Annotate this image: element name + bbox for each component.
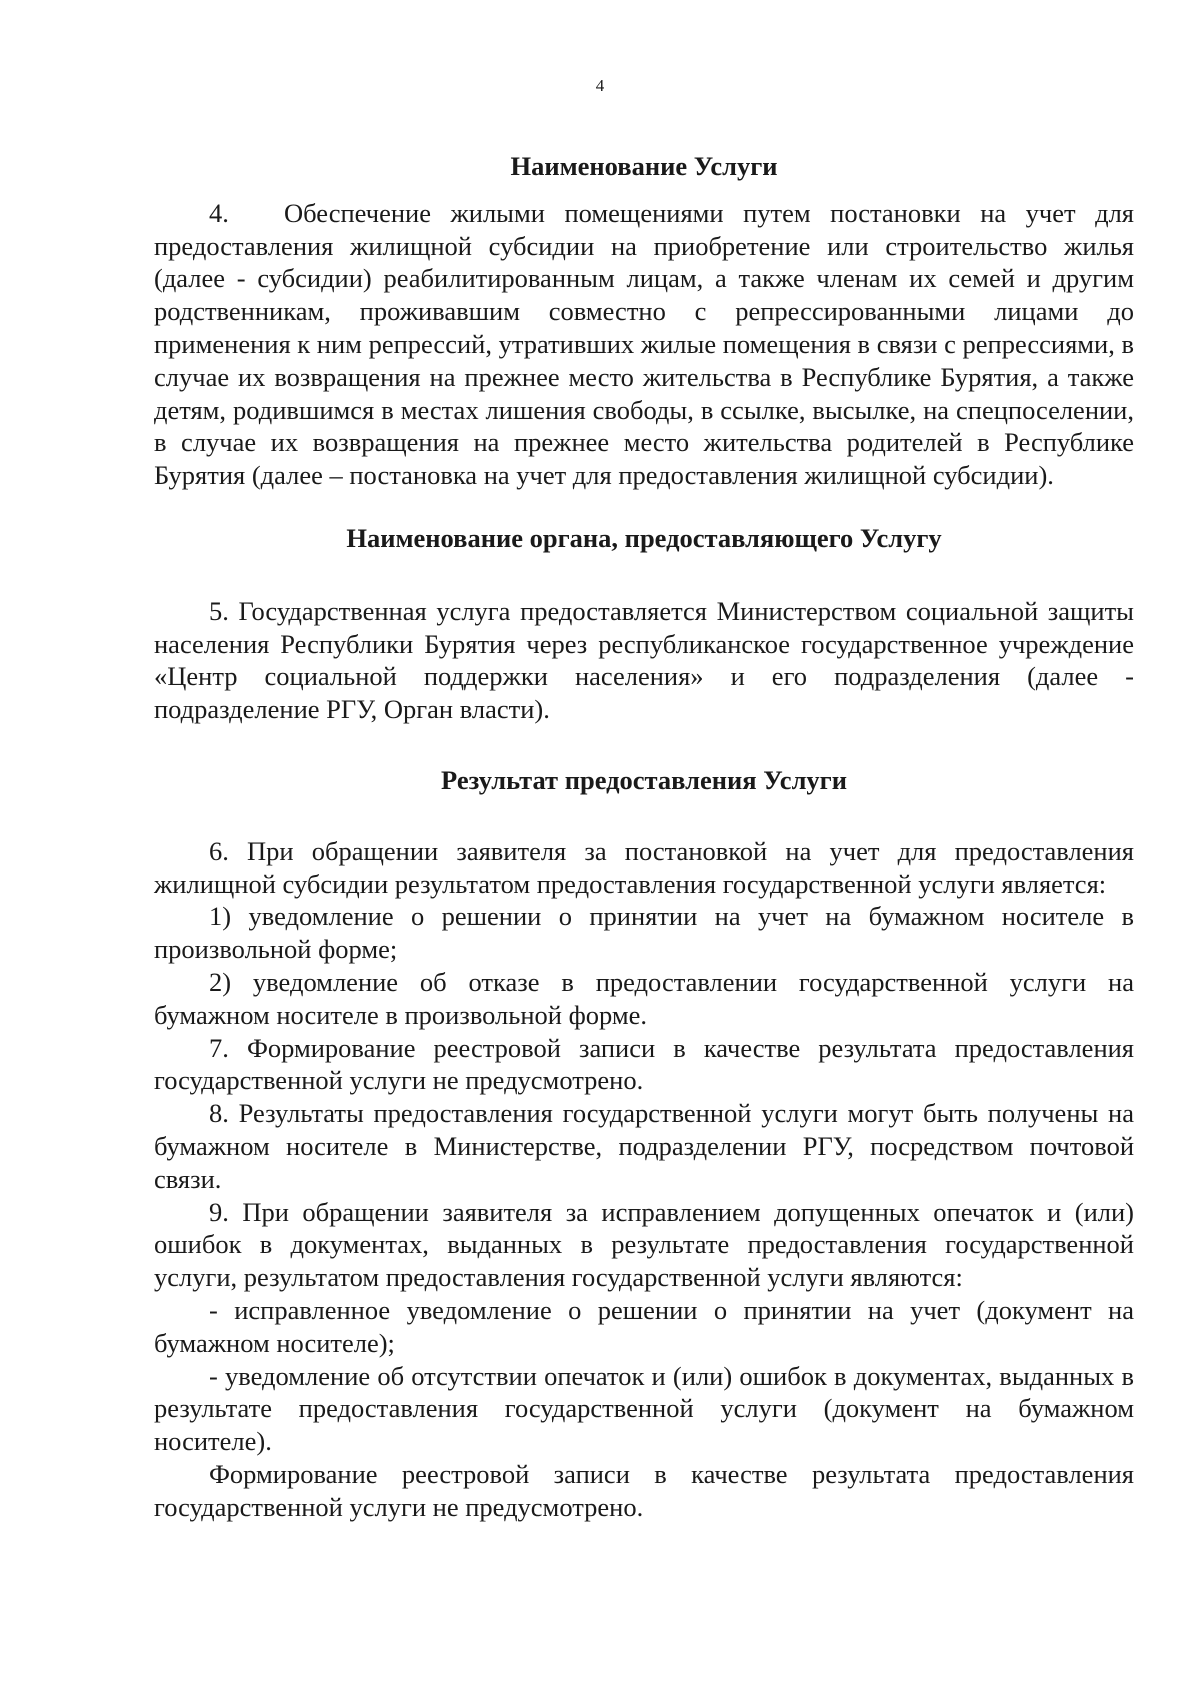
dash-item-2: - уведомление об отсутствии опечаток и (или) ошибок в документах, выданных в результате предоставления государственной услуги (документ на бумажном носителе). [154,1360,1134,1457]
list-item-2: 2) уведомление об отказе в предоставлении государственной услуги на бумажном носителе в произвольной форме. [154,966,1134,1030]
paragraph-8: 8. Результаты предоставления государственной услуги могут быть получены на бумажном носителе в Министерстве, подразделении РГУ, посредством почтовой связи. [154,1098,1134,1194]
paragraph-6: 6. При обращении заявителя за постановкой на учет для предоставления жилищной субсидии результатом предоставления государственной услуги является: [154,835,1134,899]
document-body [154,150,1134,1523]
paragraph-number: 4. [209,197,229,228]
closing-paragraph: Формирование реестровой записи в качестве результата предоставления государственной услуги не предусмотрено. [154,1458,1134,1522]
paragraph-text: Обеспечение жилыми помещениями путем постановки на учет для предоставления жилищной субсидии на приобретение или строительство жилья (далее - субсидии) реабилитированным лицам, а также членам их семей и другим родственникам, проживавшим совместно с репрессированными лицами до применения к ним репрессий, утративших жилые помещения в связи с репрессиями, в случае их возвращения на прежнее место жительства в Республике Бурятия, а также детям, родившимся в местах лишения свободы, в ссылке, высылке, на спецпоселении, в случае их возвращения на прежнее место жительства родителей в Республике Бурятия (далее – постановка на учет для предоставления жилищной субсидии). [154,197,1134,491]
section-heading-result: Результат предоставления Услуги [441,764,847,795]
list-item-1: 1) уведомление о решении о принятии на учет на бумажном носителе в произвольной форме; [154,901,1134,965]
paragraph-4 [154,197,1134,492]
paragraph-9: 9. При обращении заявителя за исправлением допущенных опечаток и (или) ошибок в документах, выданных в результате предоставления государственной услуги, результатом предоставления государственной услуги являются: [154,1196,1134,1293]
paragraph-5: 5. Государственная услуга предоставляется Министерством социальной защиты населения Республики Бурятия через республиканское государственное учреждение «Центр социальной поддержки населения» и его подразделения (далее - подразделение РГУ, Орган власти). [154,595,1134,725]
dash-item-1: - исправленное уведомление о решении о принятии на учет (документ на бумажном носителе); [154,1294,1134,1358]
paragraph-7: 7. Формирование реестровой записи в качестве результата предоставления государственной услуги не предусмотрено. [154,1032,1134,1096]
section-heading-service-name: Наименование Услуги [510,151,778,181]
section-heading-authority: Наименование органа, предоставляющего Услугу [346,522,942,553]
page-number: 4 [595,76,605,95]
